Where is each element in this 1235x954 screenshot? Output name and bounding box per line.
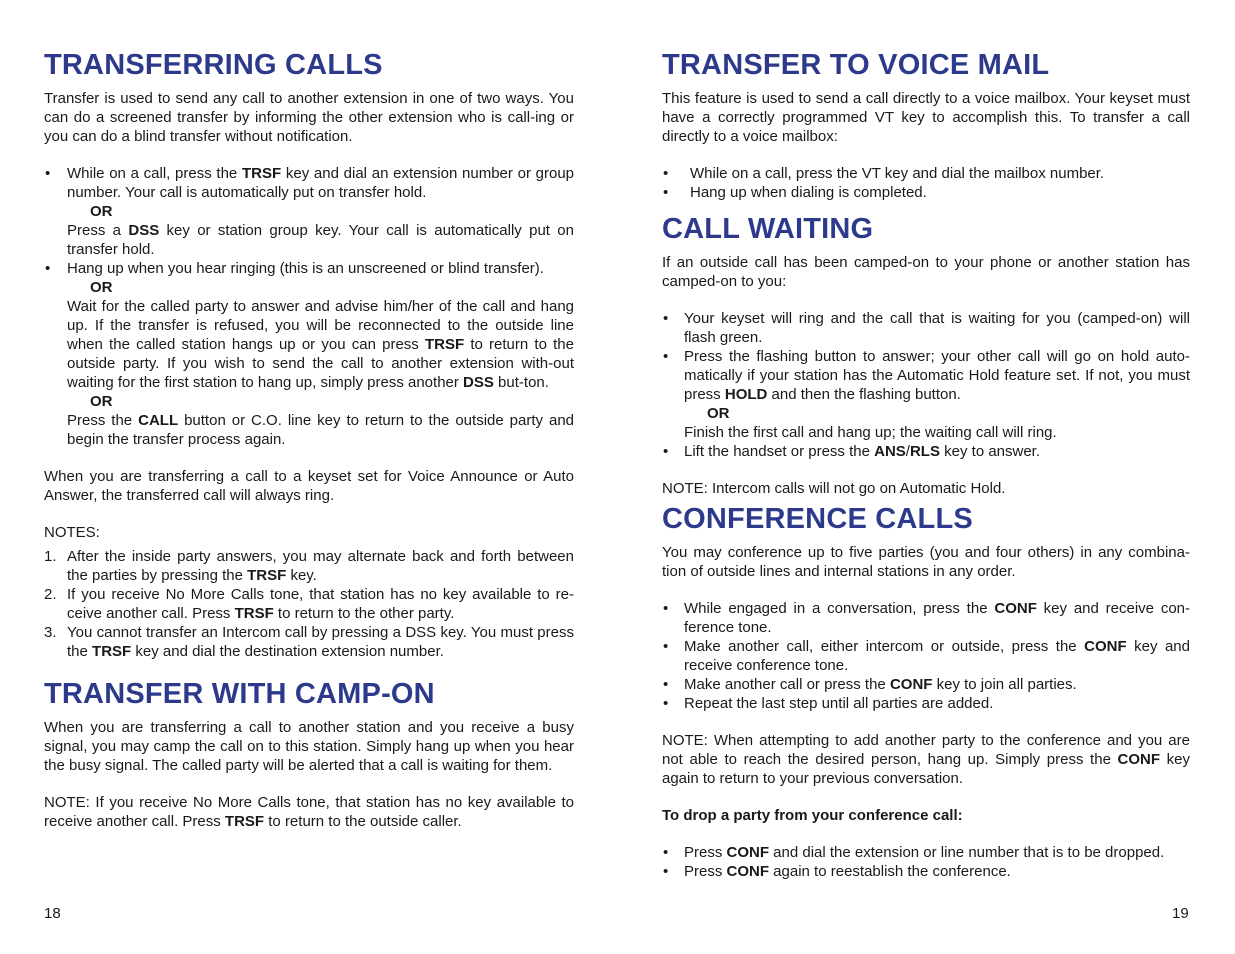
heading-transfer-camp-on: TRANSFER WITH CAMP-ON (44, 678, 435, 710)
list-item: • Lift the handset or press the ANS/RLS key to answer. (663, 443, 1041, 460)
list-item: • Hang up when you hear ringing (this is an unscreened or blind transfer). (45, 260, 544, 277)
voice-mail-intro: This feature is used to send a call directly to a voice mailbox. Your keyset must have a correctly programmed VT key to accomplish this. To transfer a call directly to a voice mailbox: (662, 90, 1190, 145)
conference-steps (662, 599, 1190, 713)
conference-note: NOTE: When attempting to add another party to the conference and you are not able to reach the desired person, hang up. Simply press the CONF key again to return to your previous conversation. (662, 732, 1190, 787)
list-item-cont: OR Press a DSS key or station group key. Your call is automatically put on transfer hold. (67, 203, 574, 258)
list-item-cont: OR Finish the first call and hang up; the waiting call will ring. (684, 405, 1057, 441)
heading-transferring-calls: TRANSFERRING CALLS (44, 49, 383, 81)
list-item: • Repeat the last step until all parties are added. (663, 695, 994, 712)
transfer-steps (44, 164, 574, 449)
heading-conference-calls: CONFERENCE CALLS (662, 503, 973, 535)
list-item: • Make another call, either intercom or outside, press the CONF key and receive conference tone. (663, 638, 1190, 674)
right-page (662, 0, 1190, 881)
notes-list (44, 547, 574, 661)
call-waiting-intro: If an outside call has been camped-on to your phone or another station has camped-on to you: (662, 254, 1190, 290)
conference-intro: You may conference up to five parties (you and four others) in any combina-tion of outside lines and internal stations in any order. (662, 544, 1190, 580)
note-item: 3. You cannot transfer an Intercom call by pressing a DSS key. You must press the TRSF key and dial the destination extension number. (44, 624, 574, 660)
voice-announce-paragraph: When you are transferring a call to a keyset set for Voice Announce or Auto Answer, the transferred call will always ring. (44, 468, 574, 504)
note-item: 2. If you receive No More Calls tone, that station has no key available to re-ceive another call. Press TRSF to return to the other party. (44, 586, 574, 622)
transfer-intro: Transfer is used to send any call to another extension in one of two ways. You can do a screened transfer by informing the other extension who is call-ing or you can do a blind transfer without notification. (44, 90, 574, 145)
list-item: • Your keyset will ring and the call that is waiting for you (camped-on) will flash green. (663, 310, 1190, 346)
list-item: • Hang up when dialing is completed. (663, 184, 927, 201)
note-item: 1. After the inside party answers, you may alternate back and forth between the parties by pressing the TRSF key. (44, 548, 574, 584)
intercom-note: NOTE: Intercom calls will not go on Automatic Hold. (662, 480, 1006, 497)
drop-party-subheading: To drop a party from your conference call: (662, 807, 963, 824)
notes-label: NOTES: (44, 524, 100, 541)
list-item: • Press the flashing button to answer; your other call will go on hold auto-matically if your station has the Automatic Hold feature set. If not, you must press HOLD and then the flashing button. (663, 348, 1190, 403)
page-number-right: 19 (1172, 905, 1189, 922)
page-number-left: 18 (44, 905, 61, 922)
heading-transfer-voice-mail: TRANSFER TO VOICE MAIL (662, 49, 1050, 81)
left-page (44, 0, 574, 831)
list-item-cont: OR Press the CALL button or C.O. line key to return to the outside party and begin the transfer process again. (67, 393, 574, 448)
list-item: • While on a call, press the TRSF key and dial an extension number or group number. Your call is automatically put on transfer hold. (45, 165, 575, 201)
heading-call-waiting: CALL WAITING (662, 213, 874, 245)
list-item: • Press CONF again to reestablish the conference. (663, 863, 1011, 880)
drop-party-steps (662, 843, 1190, 881)
call-waiting-steps (662, 309, 1190, 461)
list-item: • While engaged in a conversation, press the CONF key and receive con-ference tone. (663, 600, 1191, 636)
list-item: • While on a call, press the VT key and dial the mailbox number. (663, 165, 1105, 182)
list-item: • Press CONF and dial the extension or line number that is to be dropped. (663, 844, 1165, 861)
camp-on-paragraph: When you are transferring a call to another station and you receive a busy signal, you may camp the call on to this station. Simply hang up when you hear the busy signal. The called party will be alerted that a call is waiting for them. (44, 719, 574, 774)
list-item-cont: OR Wait for the called party to answer and advise him/her of the call and hang up. If the transfer is refused, you will be reconnected to the outside line when the called station hangs up or you can press TRSF to return to the outside party. If you wish to send the call to another extension with-out waiting for the first station to hang up, simply press another DSS but-ton. (67, 279, 574, 391)
list-item: • Make another call or press the CONF key to join all parties. (663, 676, 1077, 693)
camp-on-note: NOTE: If you receive No More Calls tone, that station has no key available to receive another call. Press TRSF to return to the outside caller. (44, 794, 574, 830)
voice-mail-steps (662, 164, 1190, 202)
